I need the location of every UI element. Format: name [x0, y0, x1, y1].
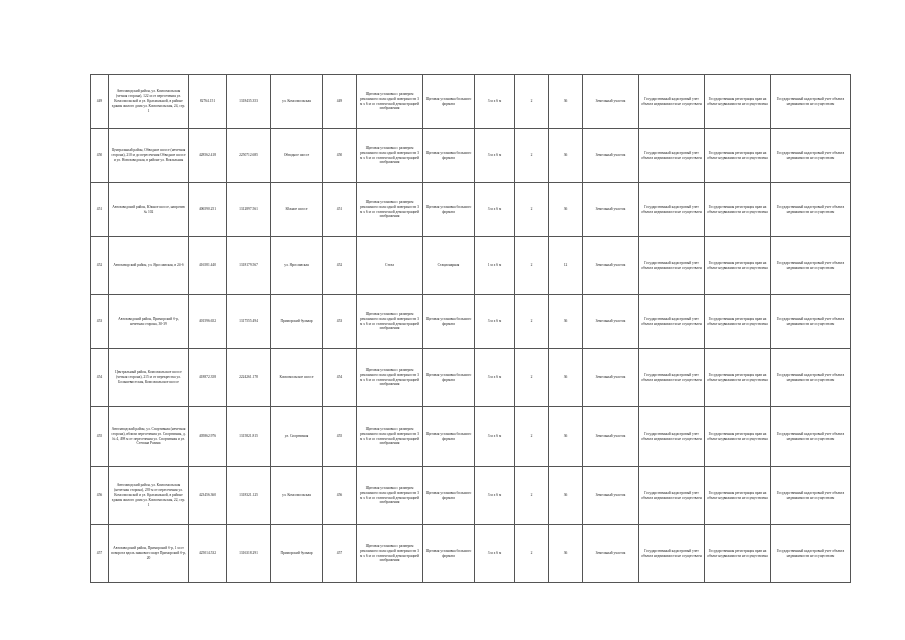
coordinate-y-cell: 2224261.178 [227, 349, 271, 407]
registration-status-cell: Государственная регистрация прав на объект недвижимости не осуществлена [705, 525, 771, 583]
table-row [91, 183, 851, 237]
land-type-cell: Земельный участок [583, 467, 639, 525]
registration-status-cell: Государственная регистрация прав на объект недвижимости не осуществлена [705, 349, 771, 407]
coordinate-x-cell: 423456.360 [189, 467, 227, 525]
structure-kind-cell: Щитовая установка большого формата [423, 75, 475, 129]
sides-count-cell: 2 [515, 349, 549, 407]
land-type-cell: Земельный участок [583, 349, 639, 407]
structure-kind-cell: Щитовая установка большого формата [423, 295, 475, 349]
structure-type-cell: Щитовая установка с размером рекламного поля одной поверхности 3 м x 6 м со статической демонстрацией изображения [357, 129, 423, 183]
coordinate-x-cell: 418872.358 [189, 349, 227, 407]
land-type-cell: Земельный участок [583, 237, 639, 295]
place-number-cell: 452 [323, 237, 357, 295]
placement-table [90, 74, 851, 583]
address-cell: Автозаводский район, Южное шоссе, напротив № 102 [109, 183, 189, 237]
size-cell: 3 м x 6 м [475, 183, 515, 237]
sides-count-cell: 2 [515, 525, 549, 583]
place-number-cell: 457 [323, 525, 357, 583]
row-number: 453 [91, 295, 109, 349]
coordinate-x-cell: 428562.418 [189, 129, 227, 183]
size-cell: 3 м x 6 м [475, 349, 515, 407]
structure-type-cell: Щитовая установка с размером рекламного поля одной поверхности 3 м x 6 м со статической демонстрацией изображения [357, 183, 423, 237]
structure-kind-cell: Щитовая установка большого формата [423, 467, 475, 525]
place-number-cell: 456 [323, 467, 357, 525]
structure-kind-cell: Стационарная [423, 237, 475, 295]
table-row [91, 129, 851, 183]
street-cell: ул. Спортивная [271, 407, 323, 467]
cadastre-status-cell: Государственный кадастровый учет объекта недвижимости не осуществлен [639, 525, 705, 583]
cadastre-note-cell: Государственный кадастровый учет объекта недвижимости не осуществлен [771, 407, 851, 467]
sides-count-cell: 2 [515, 407, 549, 467]
cadastre-status-cell: Государственный кадастровый учет объекта недвижимости не осуществлен [639, 183, 705, 237]
area-cell: 36 [549, 407, 583, 467]
street-cell: Приморский бульвар [271, 295, 323, 349]
area-cell: 36 [549, 295, 583, 349]
structure-type-cell: Щитовая установка с размером рекламного поля одной поверхности 3 м x 6 м со статической демонстрацией изображения [357, 407, 423, 467]
coordinate-x-cell: 406590.251 [189, 183, 227, 237]
address-cell: Автозаводский район, Приморский б-р, 1 м от поворота вдоль знакового шарт Приморский б-р, 20 [109, 525, 189, 583]
cadastre-note-cell: Государственный кадастровый учет объекта недвижимости не осуществлен [771, 349, 851, 407]
row-number: 451 [91, 183, 109, 237]
coordinate-y-cell: 1318321.125 [227, 467, 271, 525]
structure-kind-cell: Щитовая установка большого формата [423, 183, 475, 237]
size-cell: 3 м x 6 м [475, 129, 515, 183]
sides-count-cell: 2 [515, 295, 549, 349]
coordinate-x-cell: 425014.532 [189, 525, 227, 583]
land-type-cell: Земельный участок [583, 295, 639, 349]
row-number: 456 [91, 467, 109, 525]
coordinate-x-cell: 401596.652 [189, 295, 227, 349]
address-cell: Автозаводский район, ул. Ярославская, в 24-б [109, 237, 189, 295]
registration-status-cell: Государственная регистрация прав на объект недвижимости не осуществлена [705, 407, 771, 467]
coordinate-y-cell: 2250712.685 [227, 129, 271, 183]
land-type-cell: Земельный участок [583, 129, 639, 183]
table-row [91, 75, 851, 129]
cadastre-note-cell: Государственный кадастровый учет объекта недвижимости не осуществлен [771, 183, 851, 237]
street-cell: ул. Ярославская [271, 237, 323, 295]
area-cell: 36 [549, 75, 583, 129]
row-number: 454 [91, 349, 109, 407]
table-row [91, 295, 851, 349]
structure-type-cell: Щитовая установка с размером рекламного поля одной поверхности 3 м x 6 м со статической демонстрацией изображения [357, 525, 423, 583]
cadastre-note-cell: Государственный кадастровый учет объекта недвижимости не осуществлен [771, 237, 851, 295]
area-cell: 36 [549, 183, 583, 237]
sides-count-cell: 2 [515, 183, 549, 237]
cadastre-status-cell: Государственный кадастровый учет объекта недвижимости не осуществлен [639, 467, 705, 525]
table-row [91, 525, 851, 583]
coordinate-y-cell: 1318179.567 [227, 237, 271, 295]
coordinate-y-cell: 1318435.353 [227, 75, 271, 129]
row-number: 452 [91, 237, 109, 295]
size-cell: 3 м x 6 м [475, 525, 515, 583]
address-cell: Автозаводский район, ул. Комсомольская (четная сторона), 122 м от пересечения ул. Комсомольской и ул. Крахмальной, в районе здания жилого дома ул. Комсомольская, 24, стр. 1 [109, 75, 189, 129]
structure-kind-cell: Щитовая установка большого формата [423, 525, 475, 583]
structure-type-cell: Щитовая установка с размером рекламного поля одной поверхности 3 м x 6 м со статической демонстрацией изображения [357, 295, 423, 349]
registration-status-cell: Государственная регистрация прав на объект недвижимости не осуществлена [705, 183, 771, 237]
street-cell: Приморский бульвар [271, 525, 323, 583]
street-cell: ул. Комсомольская [271, 75, 323, 129]
structure-type-cell: Щитовая установка с размером рекламного поля одной поверхности 3 м x 6 м со статической демонстрацией изображения [357, 467, 423, 525]
land-type-cell: Земельный участок [583, 407, 639, 467]
structure-type-cell: Щитовая установка с размером рекламного поля одной поверхности 3 м x 6 м со статической демонстрацией изображения [357, 349, 423, 407]
place-number-cell: 449 [323, 75, 357, 129]
cadastre-status-cell: Государственный кадастровый учет объекта недвижимости не осуществлен [639, 237, 705, 295]
place-number-cell: 455 [323, 407, 357, 467]
land-type-cell: Земельный участок [583, 75, 639, 129]
registration-status-cell: Государственная регистрация прав на объект недвижимости не осуществлена [705, 467, 771, 525]
area-cell: 36 [549, 129, 583, 183]
place-number-cell: 454 [323, 349, 357, 407]
cadastre-status-cell: Государственный кадастровый учет объекта недвижимости не осуществлен [639, 349, 705, 407]
structure-kind-cell: Щитовая установка большого формата [423, 349, 475, 407]
registration-status-cell: Государственная регистрация прав на объект недвижимости не осуществлена [705, 237, 771, 295]
coordinate-y-cell: 1315821.815 [227, 407, 271, 467]
street-cell: Комсомольское шоссе [271, 349, 323, 407]
address-cell: Автозаводский район, Приморский б-р, нечетная сторона, 30-39 [109, 295, 189, 349]
cadastre-note-cell: Государственный кадастровый учет объекта недвижимости не осуществлен [771, 467, 851, 525]
area-cell: 36 [549, 467, 583, 525]
sides-count-cell: 2 [515, 129, 549, 183]
structure-kind-cell: Щитовая установка большого формата [423, 407, 475, 467]
place-number-cell: 451 [323, 183, 357, 237]
structure-type-cell: Щитовая установка с размером рекламного поля одной поверхности 3 м x 6 м со статической демонстрацией изображения [357, 75, 423, 129]
structure-type-cell: Стела [357, 237, 423, 295]
size-cell: 3 м x 6 м [475, 467, 515, 525]
registration-status-cell: Государственная регистрация прав на объект недвижимости не осуществлена [705, 129, 771, 183]
registration-status-cell: Государственная регистрация прав на объект недвижимости не осуществлена [705, 295, 771, 349]
street-cell: ул. Комсомольская [271, 467, 323, 525]
land-type-cell: Земельный участок [583, 183, 639, 237]
size-cell: 3 м x 6 м [475, 407, 515, 467]
cadastre-status-cell: Государственный кадастровый учет объекта недвижимости не осуществлен [639, 295, 705, 349]
address-cell: Автозаводский район, ул. Комсомольская (нечетная сторона), 239 м от пересечения ул. Комсомольской и ул. Крахмальной, в районе здания жилого дома ул. Комсомольская, 22, стр. 1 [109, 467, 189, 525]
coordinate-y-cell: 1317555.494 [227, 295, 271, 349]
size-cell: 3 м x 6 м [475, 295, 515, 349]
cadastre-status-cell: Государственный кадастровый учет объекта недвижимости не осуществлен [639, 407, 705, 467]
row-number: 449 [91, 75, 109, 129]
row-number: 457 [91, 525, 109, 583]
street-cell: Южное шоссе [271, 183, 323, 237]
area-cell: 36 [549, 349, 583, 407]
table-row [91, 467, 851, 525]
coordinate-y-cell: 1312897.561 [227, 183, 271, 237]
cadastre-note-cell: Государственный кадастровый учет объекта недвижимости не осуществлен [771, 525, 851, 583]
cadastre-note-cell: Государственный кадастровый учет объекта недвижимости не осуществлен [771, 295, 851, 349]
coordinate-x-cell: 405862.976 [189, 407, 227, 467]
size-cell: 3 м x 6 м [475, 75, 515, 129]
cadastre-note-cell: Государственный кадастровый учет объекта недвижимости не осуществлен [771, 75, 851, 129]
sides-count-cell: 2 [515, 467, 549, 525]
row-number: 450 [91, 129, 109, 183]
cadastre-status-cell: Государственный кадастровый учет объекта недвижимости не осуществлен [639, 129, 705, 183]
address-cell: Автозаводский район, ул. Спортивная (нечетная сторона), вблизи пересечения ул. Спортивная, д. № 4, 498 м от пересечения ул. Спортивная и ул. Степана Разина [109, 407, 189, 467]
coordinate-y-cell: 1316318.291 [227, 525, 271, 583]
size-cell: 1 м x 6 м [475, 237, 515, 295]
sides-count-cell: 2 [515, 75, 549, 129]
sides-count-cell: 2 [515, 237, 549, 295]
cadastre-status-cell: Государственный кадастровый учет объекта недвижимости не осуществлен [639, 75, 705, 129]
coordinate-x-cell: 82764.151 [189, 75, 227, 129]
street-cell: Обводное шоссе [271, 129, 323, 183]
table-row [91, 237, 851, 295]
address-cell: Центральный район, Комсомольское шоссе (четная сторона), 215 м от перекрестка ул. Большевистская, Комсомольское шоссе [109, 349, 189, 407]
place-number-cell: 453 [323, 295, 357, 349]
table-row [91, 349, 851, 407]
address-cell: Центральный район, Обводное шоссе (нечетная сторона), 210 м до пересечения Обводное шоссе и ул. Новозаводская, в районе ул. Вокзальная [109, 129, 189, 183]
coordinate-x-cell: 416581.440 [189, 237, 227, 295]
registration-status-cell: Государственная регистрация прав на объект недвижимости не осуществлена [705, 75, 771, 129]
row-number: 455 [91, 407, 109, 467]
area-cell: 36 [549, 525, 583, 583]
structure-kind-cell: Щитовая установка большого формата [423, 129, 475, 183]
cadastre-note-cell: Государственный кадастровый учет объекта недвижимости не осуществлен [771, 129, 851, 183]
area-cell: 12 [549, 237, 583, 295]
table-row [91, 407, 851, 467]
land-type-cell: Земельный участок [583, 525, 639, 583]
place-number-cell: 450 [323, 129, 357, 183]
